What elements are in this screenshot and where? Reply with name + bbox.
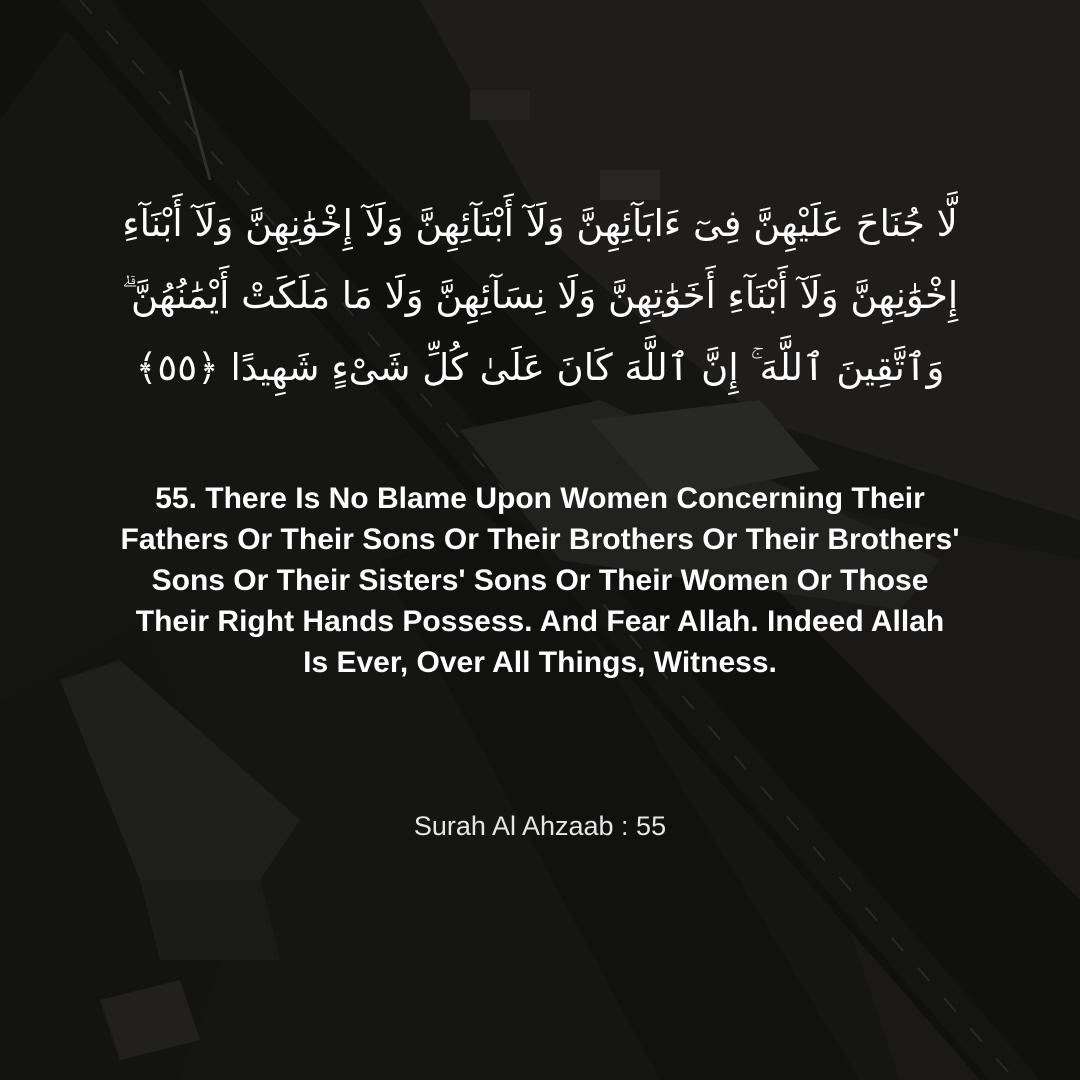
arabic-verse-text: لَّا جُنَاحَ عَلَيْهِنَّ فِىٓ ءَابَآئِهِنَّ وَلَآ أَبْنَآئِهِنَّ وَلَآ إِخْوَٰنِهِنَّ وَلَآ أَبْنَآءِ إِخْوَٰنِهِنَّ وَلَآ أَبْنَآءِ أَخَوَٰتِهِنَّ وَلَا نِسَآئِهِنَّ وَلَا مَا مَلَكَتْ أَيْمَٰنُهُنَّ ۗ وَٱتَّقِينَ ٱللَّهَ ۚ إِنَّ ٱللَّهَ كَانَ عَلَىٰ كُلِّ شَىْءٍ شَهِيدًا ﴿٥٥﴾ (121, 202, 959, 389)
surah-reference: Surah Al Ahzaab : 55 (413, 811, 667, 841)
english-translation-text: 55. There Is No Blame Upon Women Concerning Their Fathers Or Their Sons Or Their Brothers Or Their Brothers' Sons Or Their Sisters' Sons Or Their Women Or Those Their Right Hands Possess. And Fear Allah. Indeed Allah Is Ever, Over All Things, Witness. (120, 482, 960, 679)
